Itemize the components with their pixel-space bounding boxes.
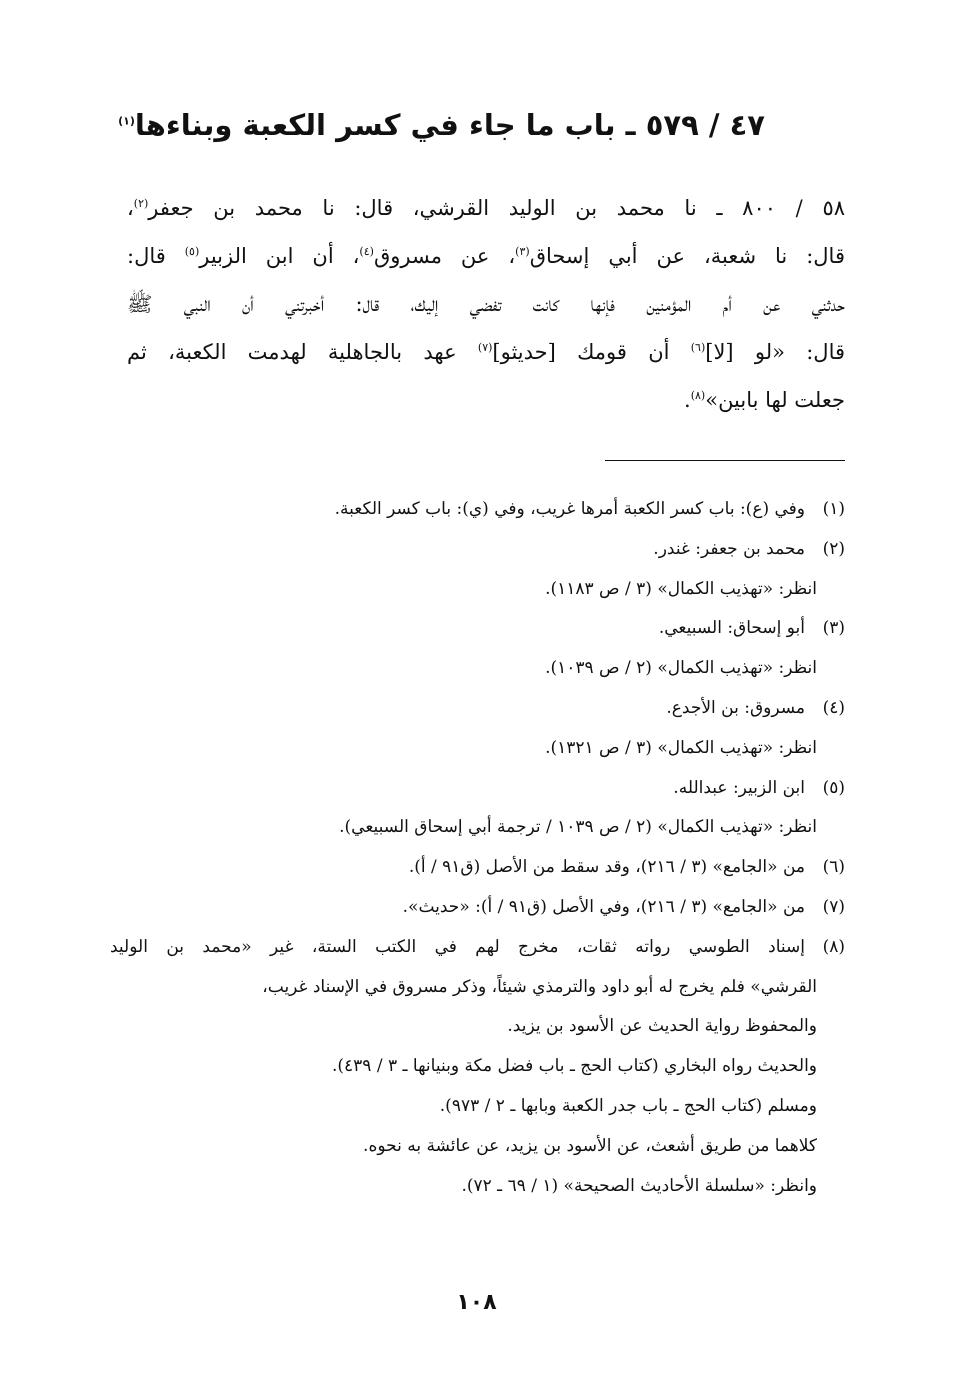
text-run: أن قومك [حديثو] (492, 340, 691, 364)
text-run: قال: (127, 244, 185, 268)
footnote-line (110, 530, 845, 570)
text-run: جعلت لها بابين» (705, 388, 845, 412)
footnote-text: انظر: «تهذيب الكمال» (٢ / ص ١٠٣٩ / ترجمة أبي إسحاق السبيعي). (339, 817, 817, 838)
hadith-line-1 (127, 184, 845, 232)
footnote-line (110, 968, 845, 1008)
text-run: ، (127, 196, 134, 220)
text-run: عهد بالجاهلية لهدمت الكعبة، ثم (127, 340, 478, 364)
footnote-line (110, 609, 845, 649)
footnote-line (110, 1167, 845, 1207)
chapter-title (118, 108, 765, 142)
footnote-line (110, 848, 845, 888)
text-run: . (684, 388, 691, 412)
hadith-line-5 (127, 376, 845, 424)
footnote-number: (٦) (822, 857, 845, 878)
footnote-line (110, 1007, 845, 1047)
text-run: قال: «لو [لا] (705, 340, 846, 364)
footnote-ref: (٧) (477, 341, 493, 354)
footnote-text: إسناد الطوسي رواته ثقات، مخرج لهم في الكتب الستة، غير «محمد بن الوليد (110, 936, 805, 957)
footnote-number: (٢) (822, 538, 845, 559)
footnote-ref: (٨) (690, 389, 706, 402)
footnote-line (110, 649, 845, 689)
footnote-line (110, 729, 845, 769)
hadith-line-4 (127, 328, 845, 376)
footnote-ref: (٣) (515, 245, 530, 258)
footnote-line (110, 689, 845, 729)
footnote-text: محمد بن جعفر: غندر. (653, 538, 805, 559)
footnote-number: (٤) (822, 697, 845, 718)
hadith-line-3 (127, 280, 845, 328)
footnote-ref: (٢) (133, 197, 149, 210)
footnote-line (110, 1087, 845, 1127)
footnote-text: انظر: «تهذيب الكمال» (٣ / ص ١١٨٣). (545, 578, 817, 599)
footnote-line (110, 1127, 845, 1167)
footnote-text: أبو إسحاق: السبيعي. (658, 618, 805, 639)
footnote-ref: (١) (118, 114, 135, 128)
footnote-text: ومسلم (كتاب الحج ـ باب جدر الكعبة وبابها ـ ٢ / ٩٧٣). (439, 1095, 817, 1116)
text-run: حدثني عن أم المؤمنين فإنها كانت تفضي إليك، قال: أخبرتني أن النبي ﷺ (127, 292, 845, 316)
footnote-text: والمحفوظ رواية الحديث عن الأسود بن يزيد. (507, 1016, 817, 1037)
footnote-line (110, 808, 845, 848)
footnote-line (110, 888, 845, 928)
footnote-number: (٨) (822, 936, 845, 957)
footnote-line (110, 1047, 845, 1087)
footnote-line (110, 490, 845, 530)
footnote-number: (٧) (822, 896, 845, 917)
footnote-text: من «الجامع» (٣ / ٢١٦)، وفي الأصل (ق٩١ / أ): «حديث». (402, 896, 805, 917)
footnote-ref: (٥) (184, 245, 200, 258)
text-run: ، أن ابن الزبير (199, 244, 360, 268)
footnote-text: من «الجامع» (٣ / ٢١٦)، وقد سقط من الأصل (ق٩١ / أ). (408, 857, 805, 878)
footnote-number: (٥) (822, 777, 845, 798)
footnote-text: والحديث رواه البخاري (كتاب الحج ـ باب فضل مكة وبنيانها ـ ٣ / ٤٣٩). (331, 1056, 817, 1077)
page-number: ١٠٨ (456, 1290, 497, 1315)
footnotes (110, 490, 845, 1206)
footnote-text: وفي (ع): باب كسر الكعبة أمرها غريب، وفي (ي): باب كسر الكعبة. (334, 499, 805, 519)
hadith-text (127, 184, 845, 424)
footnote-ref: (٦) (690, 341, 706, 354)
chapter-title-text: ٤٧ / ٥٧٩ ـ باب ما جاء في كسر الكعبة وبناءها (134, 108, 765, 142)
footnote-number: (٣) (822, 618, 845, 639)
footnote-text: انظر: «تهذيب الكمال» (٣ / ص ١٣٢١). (545, 737, 817, 758)
footnote-text: القرشي» فلم يخرج له أبو داود والترمذي شيئاً، وذكر مسروق في الإسناد غريب، (262, 976, 817, 997)
text-run: قال: نا شعبة، عن أبي إسحاق (529, 244, 845, 268)
footnote-line (110, 570, 845, 610)
hadith-line-2 (127, 232, 845, 280)
footnote-number: (١) (822, 499, 845, 519)
footnote-text: كلاهما من طريق أشعث، عن الأسود بن يزيد، عن عائشة به نحوه. (363, 1135, 817, 1156)
footnote-ref: (٤) (359, 245, 374, 258)
footnote-text: ابن الزبير: عبدالله. (673, 777, 805, 798)
text-run: ٥٨ / ٨٠٠ ـ نا محمد بن الوليد القرشي، قال: نا محمد بن جعفر (148, 196, 845, 220)
footnote-separator (605, 460, 845, 461)
text-run: ، عن مسروق (373, 244, 516, 268)
footnote-text: انظر: «تهذيب الكمال» (٢ / ص ١٠٣٩). (545, 658, 817, 679)
footnote-line (110, 928, 845, 968)
footnote-text: وانظر: «سلسلة الأحاديث الصحيحة» (١ / ٦٩ ـ ٧٢). (461, 1175, 817, 1196)
footnote-text: مسروق: بن الأجدع. (666, 697, 805, 718)
footnote-line (110, 769, 845, 809)
